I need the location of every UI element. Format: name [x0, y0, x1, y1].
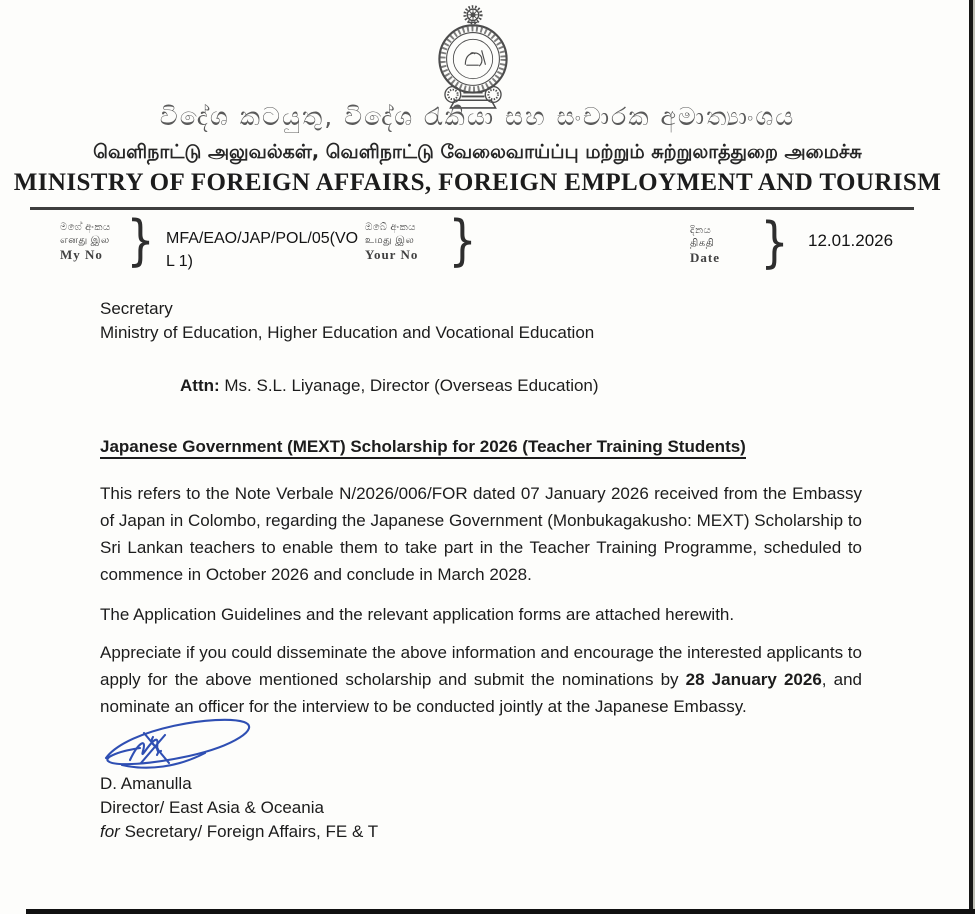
your-no-label-sinhala: ඔබේ අංකය	[365, 222, 416, 233]
date-label-tamil: திகதி	[690, 238, 715, 249]
recipient-title: Secretary	[100, 299, 173, 318]
letter-date: 12.01.2026	[808, 231, 894, 250]
your-no-label	[365, 221, 418, 261]
brace-decoration: }	[126, 209, 155, 273]
attention-line	[100, 374, 862, 398]
recipient-ministry: Ministry of Education, Higher Education and Vocational Education	[100, 323, 595, 342]
my-no-label-tamil: எனது இல	[60, 235, 110, 246]
your-no-label-english: Your No	[365, 247, 419, 262]
for-word: for	[100, 822, 120, 841]
my-no-label	[60, 221, 111, 261]
paragraph-3-text-end: , and nominate an officer for the interview to be conducted jointly at the Japanese Embassy.	[100, 670, 862, 716]
brace-decoration: }	[760, 211, 789, 275]
ministry-title-tamil: வெளிநாட்டு அலுவல்கள், வெளிநாட்டு வேலைவாய்ப்பு மற்றும் சுற்றுலாத்துறை அமைச்சு	[93, 141, 862, 163]
scan-edge-artifact	[26, 909, 975, 914]
subject-text: Japanese Government (MEXT) Scholarship for 2026 (Teacher Training Students)	[100, 437, 746, 459]
scan-edge-artifact	[969, 0, 973, 914]
for-title: Secretary/ Foreign Affairs, FE & T	[119, 822, 379, 841]
letter-body	[100, 297, 862, 844]
signatory-name: D. Amanulla	[100, 774, 192, 793]
recipient-block	[100, 297, 862, 345]
date-label-english: Date	[690, 250, 720, 265]
deadline-date: 28 January 2026	[685, 670, 822, 689]
my-no-label-sinhala: මගේ අංකය	[60, 222, 111, 233]
signatory-title: Director/ East Asia & Oceania	[100, 798, 324, 817]
brace-decoration: }	[448, 209, 477, 273]
ministry-title-english: MINISTRY OF FOREIGN AFFAIRS, FOREIGN EMPLOYMENT AND TOURISM	[13, 169, 942, 196]
signatory-for-line	[100, 820, 862, 844]
paragraph-3-text: Appreciate if you could disseminate the above information and encourage the interested applicants to apply for the above mentioned scholarship and submit the nominations by	[100, 643, 862, 689]
signature-ink	[92, 712, 262, 774]
your-no-label-tamil: உமது இல	[365, 235, 415, 246]
signature-strokes	[106, 720, 249, 768]
my-no-value: MFA/EAO/JAP/POL/05(VOL 1)	[166, 230, 359, 270]
date-label-sinhala: දිනය	[690, 225, 712, 236]
ministry-title-sinhala: විදේශ කටයුතු, විදේශ රැකියා සහ සංචාරක අමාත්‍යාංශය	[159, 102, 796, 131]
signatory-block	[100, 772, 862, 844]
attn-label: Attn:	[180, 376, 220, 395]
my-no-label-english: My No	[60, 247, 103, 262]
sri-lanka-national-emblem-icon	[425, 4, 521, 112]
subject-line	[100, 435, 862, 459]
paragraph-2: The Application Guidelines and the relevant application forms are attached herewith.	[100, 605, 735, 624]
date-label	[690, 224, 720, 264]
paragraph-3	[100, 639, 862, 720]
paragraph-1: This refers to the Note Verbale N/2026/006/FOR dated 07 January 2026 received from the Embassy of Japan in Colombo, regarding the Japanese Government (Monbukagakusho: MEXT) Scholarship to Sri Lankan teachers to enable them to take part in the Teacher Training Programme, scheduled to commence in October 2026 and conclude in March 2028.	[100, 484, 862, 584]
attn-value: Ms. S.L. Liyanage, Director (Overseas Education)	[219, 376, 599, 395]
